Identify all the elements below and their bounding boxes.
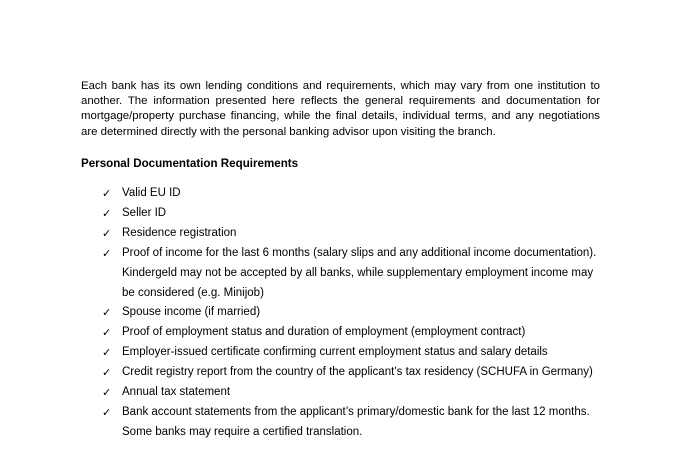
list-item — [0, 403, 600, 443]
list-item-text: Proof of employment status and duration of employment (employment contract) — [122, 326, 526, 339]
section-heading: Personal Documentation Requirements — [81, 157, 299, 170]
checkmark-icon: ✓ — [102, 226, 112, 240]
checkmark-icon: ✓ — [102, 405, 112, 419]
checkmark-icon: ✓ — [102, 386, 112, 400]
checkmark-icon: ✓ — [102, 366, 112, 380]
list-item — [0, 343, 600, 363]
checkmark-icon: ✓ — [102, 246, 112, 260]
list-item — [0, 383, 600, 403]
list-item — [0, 244, 600, 304]
list-item-text: Spouse income (if married) — [122, 306, 261, 319]
list-item — [0, 323, 600, 343]
list-item-text: Residence registration — [122, 226, 237, 239]
list-item-text: Valid EU ID — [122, 187, 181, 199]
list-item-text: Seller ID — [122, 206, 167, 219]
list-item-text: Employer-issued certificate confirming current employment status and salary details — [122, 346, 548, 359]
intro-paragraph: Each bank has its own lending conditions and requirements, which may vary from one institution to another. The information presented here reflects the general requirements and documentation for mortgage/property purchase financing, while the final details, individual terms, and any negotiations are determined directly with the personal banking advisor upon visiting the branch. — [81, 80, 600, 138]
checkmark-icon: ✓ — [102, 206, 112, 220]
list-item — [0, 184, 600, 204]
checkmark-icon: ✓ — [102, 187, 112, 200]
list-item-text: Proof of income for the last 6 months (salary slips and any additional income documentation). Kindergeld may not be accepted by all banks, while supplementary employment income may be considered (e.g. Minijob) — [122, 246, 597, 299]
requirements-list — [0, 184, 680, 443]
list-item — [0, 204, 600, 224]
list-item — [0, 363, 600, 383]
list-item — [0, 303, 600, 323]
checkmark-icon: ✓ — [102, 346, 112, 360]
list-item — [0, 224, 600, 244]
list-item-text: Bank account statements from the applicant’s primary/domestic bank for the last 12 months. Some banks may require a certified translation. — [122, 405, 590, 438]
list-item-text: Annual tax statement — [122, 386, 231, 399]
checkmark-icon: ✓ — [102, 326, 112, 340]
list-item-text: Credit registry report from the country of the applicant’s tax residency (SCHUFA in Germany) — [122, 366, 593, 379]
checkmark-icon: ✓ — [102, 306, 112, 320]
